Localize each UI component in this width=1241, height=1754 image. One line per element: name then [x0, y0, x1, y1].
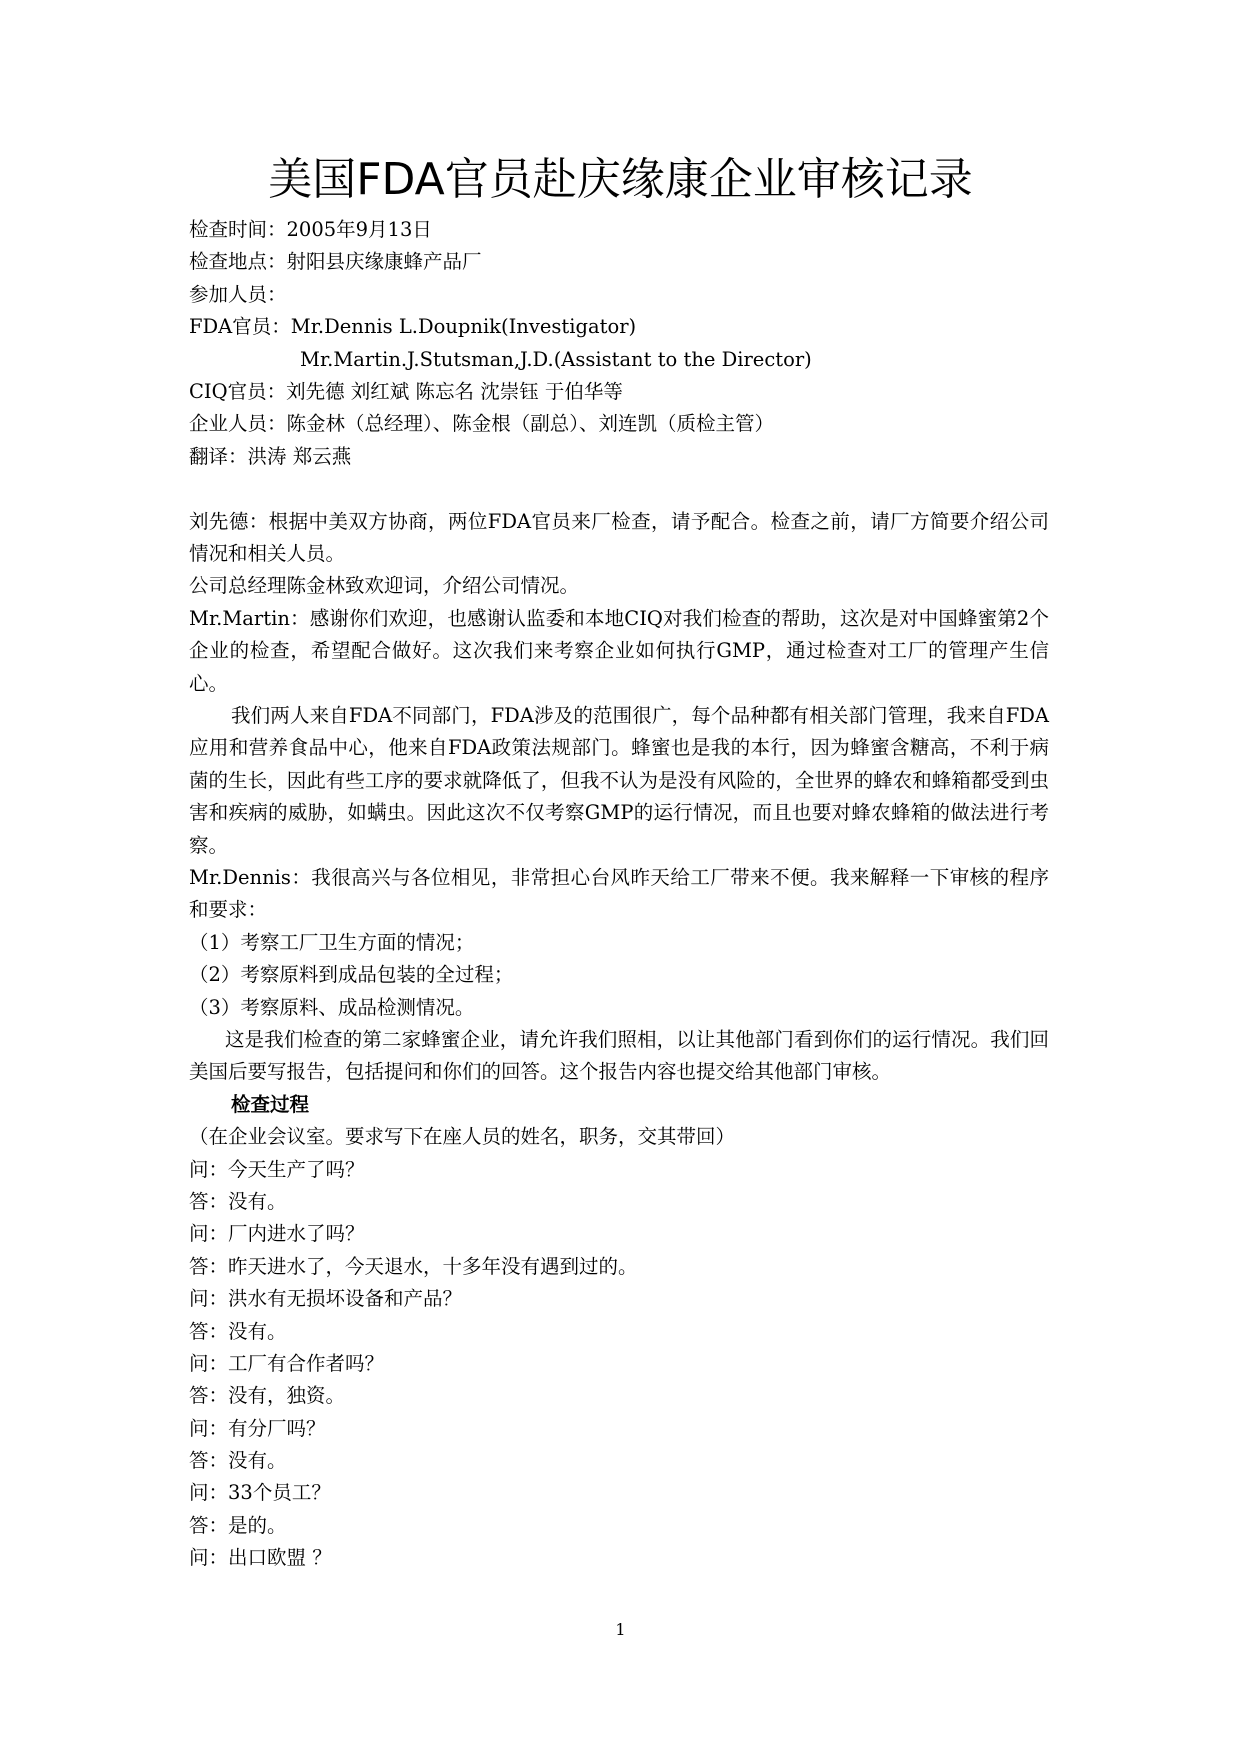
qa-answer: 答：没有。: [189, 1189, 287, 1213]
audit-item-3: （3）考察原料、成品检测情况。: [189, 995, 475, 1019]
company-staff: 企业人员：陈金林（总经理）、陈金根（副总）、刘连凯（质检主管）: [189, 412, 775, 436]
section-heading: 检查过程: [231, 1092, 310, 1116]
qa-answer: 答：昨天进水了，今天退水，十多年没有遇到过的。: [189, 1254, 638, 1278]
qa-note: （在企业会议室。要求写下在座人员的姓名，职务，交其带回）: [189, 1125, 736, 1149]
inspection-location: 检查地点：射阳县庆缘康蜂产品厂: [189, 250, 482, 274]
paragraph-dennis-intro: Mr.Dennis：我很高兴与各位相见，非常担心台风昨天给工厂带来不便。我来解释一下审核的程序和要求：: [189, 865, 1049, 922]
paragraph-liu-opening: 刘先德：根据中美双方协商，两位FDA官员来厂检查，请予配合。检查之前，请厂方简要介绍公司情况和相关人员。: [189, 509, 1049, 565]
qa-question: 问：今天生产了吗？: [189, 1157, 365, 1181]
document-title: 美国FDA官员赴庆缘康企业审核记录: [268, 154, 973, 205]
fda-official-second: Mr.Martin.J.Stutsman,J.D.(Assistant to the Director): [300, 347, 812, 371]
fda-officials: FDA官员：Mr.Dennis L.Doupnik(Investigator): [189, 315, 637, 339]
qa-question: 问：工厂有合作者吗？: [189, 1351, 385, 1375]
qa-question: 问：出口欧盟 ？: [189, 1546, 332, 1570]
page-number: 1: [615, 1620, 626, 1639]
qa-answer: 答：没有。: [189, 1449, 287, 1473]
paragraph-martin-intro: Mr.Martin：感谢你们欢迎，也感谢认监委和本地CIQ对我们检查的帮助，这次是对中国蜂蜜第2个企业的检查，希望配合做好。这次我们来考察企业如何执行GMP，通过检查对工厂的管理产生信心。: [189, 606, 1050, 695]
qa-answer: 答：没有，独资。: [189, 1384, 346, 1408]
paragraph-martin-departments: 我们两人来自FDA不同部门，FDA涉及的范围很广，每个品种都有相关部门管理，我来自FDA应用和营养食品中心，他来自FDA政策法规部门。蜂蜜也是我的本行，因为蜂蜜含糖高，不利于病菌的生长，因此有些工序的要求就降低了，但我不认为是没有风险的，全世界的蜂农和蜂箱都受到虫害和疾病的威胁，如螨虫。因此这次不仅考察GMP的运行情况，而且也要对蜂农蜂箱的做法进行考察。: [189, 703, 1049, 857]
translators: 翻译：洪涛 郑云燕: [189, 444, 352, 468]
qa-answer: 答：没有。: [189, 1319, 287, 1343]
inspection-time: 检查时间：2005年9月13日: [189, 218, 432, 241]
paragraph-chen-welcome: 公司总经理陈金林致欢迎词，介绍公司情况。: [189, 574, 580, 598]
ciq-officials: CIQ官员：刘先德 刘红斌 陈忘名 沈崇钰 于伯华等: [189, 379, 623, 403]
audit-item-2: （2）考察原料到成品包装的全过程；: [189, 963, 514, 987]
participants-label: 参加人员：: [189, 282, 287, 306]
qa-answer: 答：是的。: [189, 1513, 287, 1537]
document-body: [189, 214, 1049, 1575]
qa-question: 问：洪水有无损坏设备和产品？: [189, 1287, 463, 1311]
qa-question: 问：厂内进水了吗？: [189, 1222, 365, 1246]
spacer: [189, 473, 1049, 505]
audit-item-1: （1）考察工厂卫生方面的情况；: [189, 930, 475, 954]
qa-question: 问：有分厂吗？: [189, 1416, 326, 1440]
qa-question: 问：33个员工？: [189, 1481, 331, 1505]
paragraph-photo-request: 这是我们检查的第二家蜂蜜企业，请允许我们照相，以让其他部门看到你们的运行情况。我们回美国后要写报告，包括提问和你们的回答。这个报告内容也提交给其他部门审核。: [189, 1027, 1049, 1084]
